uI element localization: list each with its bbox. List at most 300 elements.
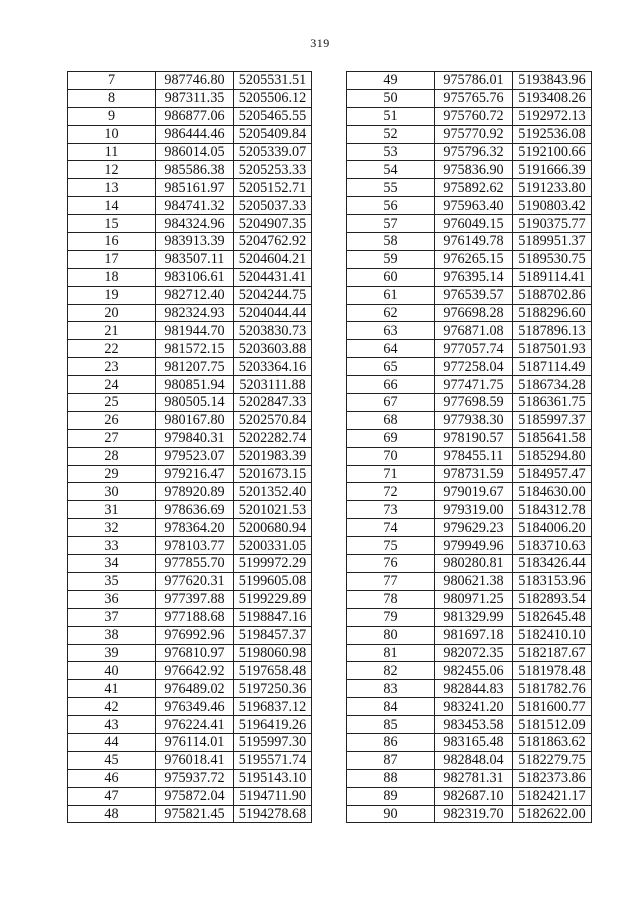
- table-row: [347, 716, 592, 734]
- x-coordinate-cell: 983507.11: [156, 250, 234, 268]
- y-coordinate-cell: 5191233.80: [513, 179, 592, 197]
- y-coordinate-cell: 5193408.26: [513, 89, 592, 107]
- x-coordinate-cell: 987746.80: [156, 72, 234, 90]
- x-coordinate-cell: 980280.81: [435, 555, 513, 573]
- x-coordinate-cell: 975937.72: [156, 769, 234, 787]
- y-coordinate-cell: 5195997.30: [234, 733, 312, 751]
- x-coordinate-cell: 976992.96: [156, 626, 234, 644]
- x-coordinate-cell: 975796.32: [435, 143, 513, 161]
- point-number-cell: 26: [68, 411, 156, 429]
- y-coordinate-cell: 5183153.96: [513, 572, 592, 590]
- point-number-cell: 89: [347, 787, 435, 805]
- x-coordinate-cell: 980505.14: [156, 394, 234, 412]
- y-coordinate-cell: 5198847.16: [234, 608, 312, 626]
- x-coordinate-cell: 979319.00: [435, 501, 513, 519]
- point-number-cell: 42: [68, 698, 156, 716]
- y-coordinate-cell: 5181600.77: [513, 698, 592, 716]
- table-row: [68, 716, 312, 734]
- x-coordinate-cell: 977620.31: [156, 572, 234, 590]
- y-coordinate-cell: 5189530.75: [513, 250, 592, 268]
- x-coordinate-cell: 984741.32: [156, 197, 234, 215]
- point-number-cell: 11: [68, 143, 156, 161]
- x-coordinate-cell: 977855.70: [156, 555, 234, 573]
- x-coordinate-cell: 978636.69: [156, 501, 234, 519]
- point-number-cell: 27: [68, 429, 156, 447]
- table-row: [68, 680, 312, 698]
- point-number-cell: 9: [68, 107, 156, 125]
- x-coordinate-cell: 976810.97: [156, 644, 234, 662]
- table-row: [347, 751, 592, 769]
- y-coordinate-cell: 5181782.76: [513, 680, 592, 698]
- point-number-cell: 24: [68, 376, 156, 394]
- x-coordinate-cell: 977188.68: [156, 608, 234, 626]
- y-coordinate-cell: 5183426.44: [513, 555, 592, 573]
- y-coordinate-cell: 5185641.58: [513, 429, 592, 447]
- x-coordinate-cell: 976349.46: [156, 698, 234, 716]
- x-coordinate-cell: 980621.38: [435, 572, 513, 590]
- point-number-cell: 17: [68, 250, 156, 268]
- point-number-cell: 39: [68, 644, 156, 662]
- y-coordinate-cell: 5202847.33: [234, 394, 312, 412]
- y-coordinate-cell: 5198060.98: [234, 644, 312, 662]
- x-coordinate-cell: 979840.31: [156, 429, 234, 447]
- y-coordinate-cell: 5184630.00: [513, 483, 592, 501]
- x-coordinate-cell: 976642.92: [156, 662, 234, 680]
- x-coordinate-cell: 980851.94: [156, 376, 234, 394]
- y-coordinate-cell: 5202282.74: [234, 429, 312, 447]
- table-row: [347, 537, 592, 555]
- table-row: [68, 322, 312, 340]
- point-number-cell: 30: [68, 483, 156, 501]
- table-row: [68, 501, 312, 519]
- x-coordinate-cell: 981207.75: [156, 358, 234, 376]
- point-number-cell: 67: [347, 394, 435, 412]
- y-coordinate-cell: 5203830.73: [234, 322, 312, 340]
- y-coordinate-cell: 5205253.33: [234, 161, 312, 179]
- table-row: [347, 394, 592, 412]
- table-row: [68, 805, 312, 823]
- y-coordinate-cell: 5196419.26: [234, 716, 312, 734]
- x-coordinate-cell: 977258.04: [435, 358, 513, 376]
- y-coordinate-cell: 5204907.35: [234, 215, 312, 233]
- x-coordinate-cell: 976224.41: [156, 716, 234, 734]
- table-row: [68, 787, 312, 805]
- y-coordinate-cell: 5199972.29: [234, 555, 312, 573]
- y-coordinate-cell: 5200680.94: [234, 519, 312, 537]
- point-number-cell: 15: [68, 215, 156, 233]
- y-coordinate-cell: 5187501.93: [513, 340, 592, 358]
- table-row: [68, 340, 312, 358]
- y-coordinate-cell: 5191666.39: [513, 161, 592, 179]
- table-row: [347, 286, 592, 304]
- point-number-cell: 86: [347, 733, 435, 751]
- table-row: [68, 161, 312, 179]
- x-coordinate-cell: 982844.83: [435, 680, 513, 698]
- y-coordinate-cell: 5182187.67: [513, 644, 592, 662]
- x-coordinate-cell: 982324.93: [156, 304, 234, 322]
- point-number-cell: 79: [347, 608, 435, 626]
- y-coordinate-cell: 5185997.37: [513, 411, 592, 429]
- table-row: [68, 233, 312, 251]
- point-number-cell: 63: [347, 322, 435, 340]
- x-coordinate-cell: 977698.59: [435, 394, 513, 412]
- y-coordinate-cell: 5201983.39: [234, 447, 312, 465]
- x-coordinate-cell: 982072.35: [435, 644, 513, 662]
- x-coordinate-cell: 976489.02: [156, 680, 234, 698]
- y-coordinate-cell: 5189951.37: [513, 233, 592, 251]
- point-number-cell: 65: [347, 358, 435, 376]
- y-coordinate-cell: 5203603.88: [234, 340, 312, 358]
- y-coordinate-cell: 5197658.48: [234, 662, 312, 680]
- point-number-cell: 64: [347, 340, 435, 358]
- point-number-cell: 90: [347, 805, 435, 823]
- table-row: [347, 769, 592, 787]
- table-row: [347, 125, 592, 143]
- point-number-cell: 75: [347, 537, 435, 555]
- y-coordinate-cell: 5205409.84: [234, 125, 312, 143]
- y-coordinate-cell: 5187114.49: [513, 358, 592, 376]
- y-coordinate-cell: 5201673.15: [234, 465, 312, 483]
- point-number-cell: 70: [347, 447, 435, 465]
- point-number-cell: 23: [68, 358, 156, 376]
- point-number-cell: 41: [68, 680, 156, 698]
- table-row: [68, 411, 312, 429]
- x-coordinate-cell: 982455.06: [435, 662, 513, 680]
- table-row: [347, 233, 592, 251]
- point-number-cell: 50: [347, 89, 435, 107]
- y-coordinate-cell: 5205531.51: [234, 72, 312, 90]
- table-row: [68, 358, 312, 376]
- x-coordinate-cell: 983241.20: [435, 698, 513, 716]
- x-coordinate-cell: 979019.67: [435, 483, 513, 501]
- table-row: [68, 590, 312, 608]
- table-row: [347, 107, 592, 125]
- table-row: [68, 429, 312, 447]
- table-row: [347, 483, 592, 501]
- y-coordinate-cell: 5182421.17: [513, 787, 592, 805]
- table-row: [68, 143, 312, 161]
- point-number-cell: 51: [347, 107, 435, 125]
- table-row: [68, 769, 312, 787]
- y-coordinate-cell: 5187896.13: [513, 322, 592, 340]
- x-coordinate-cell: 987311.35: [156, 89, 234, 107]
- y-coordinate-cell: 5188702.86: [513, 286, 592, 304]
- x-coordinate-cell: 976114.01: [156, 733, 234, 751]
- x-coordinate-cell: 979629.23: [435, 519, 513, 537]
- x-coordinate-cell: 975760.72: [435, 107, 513, 125]
- point-number-cell: 21: [68, 322, 156, 340]
- point-number-cell: 73: [347, 501, 435, 519]
- y-coordinate-cell: 5205152.71: [234, 179, 312, 197]
- y-coordinate-cell: 5205465.55: [234, 107, 312, 125]
- point-number-cell: 40: [68, 662, 156, 680]
- y-coordinate-cell: 5181512.09: [513, 716, 592, 734]
- table-row: [347, 72, 592, 90]
- x-coordinate-cell: 975836.90: [435, 161, 513, 179]
- table-row: [347, 268, 592, 286]
- point-number-cell: 45: [68, 751, 156, 769]
- table-row: [68, 125, 312, 143]
- table-row: [347, 698, 592, 716]
- table-row: [347, 590, 592, 608]
- y-coordinate-cell: 5205506.12: [234, 89, 312, 107]
- y-coordinate-cell: 5184312.78: [513, 501, 592, 519]
- point-number-cell: 74: [347, 519, 435, 537]
- point-number-cell: 47: [68, 787, 156, 805]
- x-coordinate-cell: 976871.08: [435, 322, 513, 340]
- point-number-cell: 12: [68, 161, 156, 179]
- x-coordinate-cell: 986877.06: [156, 107, 234, 125]
- y-coordinate-cell: 5205339.07: [234, 143, 312, 161]
- x-coordinate-cell: 979216.47: [156, 465, 234, 483]
- point-number-cell: 78: [347, 590, 435, 608]
- x-coordinate-cell: 975821.45: [156, 805, 234, 823]
- x-coordinate-cell: 984324.96: [156, 215, 234, 233]
- x-coordinate-cell: 983453.58: [435, 716, 513, 734]
- table-row: [347, 429, 592, 447]
- x-coordinate-cell: 978190.57: [435, 429, 513, 447]
- table-row: [347, 411, 592, 429]
- point-number-cell: 56: [347, 197, 435, 215]
- point-number-cell: 32: [68, 519, 156, 537]
- y-coordinate-cell: 5186361.75: [513, 394, 592, 412]
- y-coordinate-cell: 5201021.53: [234, 501, 312, 519]
- point-number-cell: 80: [347, 626, 435, 644]
- y-coordinate-cell: 5203111.88: [234, 376, 312, 394]
- point-number-cell: 57: [347, 215, 435, 233]
- x-coordinate-cell: 976149.78: [435, 233, 513, 251]
- y-coordinate-cell: 5192972.13: [513, 107, 592, 125]
- y-coordinate-cell: 5182645.48: [513, 608, 592, 626]
- point-number-cell: 77: [347, 572, 435, 590]
- point-number-cell: 33: [68, 537, 156, 555]
- table-row: [68, 483, 312, 501]
- table-row: [347, 197, 592, 215]
- x-coordinate-cell: 979523.07: [156, 447, 234, 465]
- point-number-cell: 10: [68, 125, 156, 143]
- y-coordinate-cell: 5198457.37: [234, 626, 312, 644]
- x-coordinate-cell: 977471.75: [435, 376, 513, 394]
- point-number-cell: 16: [68, 233, 156, 251]
- table-row: [347, 608, 592, 626]
- point-number-cell: 88: [347, 769, 435, 787]
- y-coordinate-cell: 5197250.36: [234, 680, 312, 698]
- point-number-cell: 46: [68, 769, 156, 787]
- point-number-cell: 53: [347, 143, 435, 161]
- y-coordinate-cell: 5183710.63: [513, 537, 592, 555]
- y-coordinate-cell: 5184957.47: [513, 465, 592, 483]
- y-coordinate-cell: 5182622.00: [513, 805, 592, 823]
- y-coordinate-cell: 5199229.89: [234, 590, 312, 608]
- table-row: [347, 89, 592, 107]
- point-number-cell: 85: [347, 716, 435, 734]
- point-number-cell: 18: [68, 268, 156, 286]
- y-coordinate-cell: 5194278.68: [234, 805, 312, 823]
- table-row: [347, 501, 592, 519]
- y-coordinate-cell: 5204244.75: [234, 286, 312, 304]
- y-coordinate-cell: 5195143.10: [234, 769, 312, 787]
- table-row: [347, 447, 592, 465]
- table-row: [347, 161, 592, 179]
- x-coordinate-cell: 975892.62: [435, 179, 513, 197]
- y-coordinate-cell: 5192100.66: [513, 143, 592, 161]
- y-coordinate-cell: 5199605.08: [234, 572, 312, 590]
- table-row: [68, 447, 312, 465]
- table-row: [347, 680, 592, 698]
- point-number-cell: 82: [347, 662, 435, 680]
- y-coordinate-cell: 5200331.05: [234, 537, 312, 555]
- point-number-cell: 34: [68, 555, 156, 573]
- x-coordinate-cell: 978103.77: [156, 537, 234, 555]
- y-coordinate-cell: 5185294.80: [513, 447, 592, 465]
- table-row: [347, 322, 592, 340]
- table-row: [347, 304, 592, 322]
- point-number-cell: 49: [347, 72, 435, 90]
- table-row: [68, 304, 312, 322]
- point-number-cell: 29: [68, 465, 156, 483]
- point-number-cell: 68: [347, 411, 435, 429]
- y-coordinate-cell: 5189114.41: [513, 268, 592, 286]
- x-coordinate-cell: 986444.46: [156, 125, 234, 143]
- point-number-cell: 14: [68, 197, 156, 215]
- table-row: [68, 626, 312, 644]
- table-row: [347, 215, 592, 233]
- point-number-cell: 31: [68, 501, 156, 519]
- table-row: [347, 376, 592, 394]
- y-coordinate-cell: 5186734.28: [513, 376, 592, 394]
- y-coordinate-cell: 5181863.62: [513, 733, 592, 751]
- y-coordinate-cell: 5196837.12: [234, 698, 312, 716]
- point-number-cell: 8: [68, 89, 156, 107]
- table-row: [68, 733, 312, 751]
- point-number-cell: 52: [347, 125, 435, 143]
- y-coordinate-cell: 5204762.92: [234, 233, 312, 251]
- table-row: [68, 215, 312, 233]
- x-coordinate-cell: 977397.88: [156, 590, 234, 608]
- point-number-cell: 60: [347, 268, 435, 286]
- x-coordinate-cell: 981697.18: [435, 626, 513, 644]
- point-number-cell: 62: [347, 304, 435, 322]
- y-coordinate-cell: 5188296.60: [513, 304, 592, 322]
- y-coordinate-cell: 5194711.90: [234, 787, 312, 805]
- x-coordinate-cell: 982319.70: [435, 805, 513, 823]
- y-coordinate-cell: 5190375.77: [513, 215, 592, 233]
- table-row: [347, 358, 592, 376]
- x-coordinate-cell: 986014.05: [156, 143, 234, 161]
- table-row: [68, 519, 312, 537]
- coordinates-table-left: [67, 71, 312, 823]
- y-coordinate-cell: 5205037.33: [234, 197, 312, 215]
- table-row: [347, 626, 592, 644]
- point-number-cell: 37: [68, 608, 156, 626]
- table-row: [68, 89, 312, 107]
- x-coordinate-cell: 975872.04: [156, 787, 234, 805]
- point-number-cell: 43: [68, 716, 156, 734]
- table-row: [68, 72, 312, 90]
- point-number-cell: 22: [68, 340, 156, 358]
- point-number-cell: 20: [68, 304, 156, 322]
- y-coordinate-cell: 5204431.41: [234, 268, 312, 286]
- y-coordinate-cell: 5202570.84: [234, 411, 312, 429]
- table-row: [347, 644, 592, 662]
- y-coordinate-cell: 5181978.48: [513, 662, 592, 680]
- y-coordinate-cell: 5203364.16: [234, 358, 312, 376]
- x-coordinate-cell: 981944.70: [156, 322, 234, 340]
- x-coordinate-cell: 978731.59: [435, 465, 513, 483]
- point-number-cell: 58: [347, 233, 435, 251]
- point-number-cell: 55: [347, 179, 435, 197]
- point-number-cell: 66: [347, 376, 435, 394]
- x-coordinate-cell: 982712.40: [156, 286, 234, 304]
- x-coordinate-cell: 975786.01: [435, 72, 513, 90]
- point-number-cell: 69: [347, 429, 435, 447]
- x-coordinate-cell: 982781.31: [435, 769, 513, 787]
- table-row: [68, 537, 312, 555]
- point-number-cell: 28: [68, 447, 156, 465]
- table-row: [68, 465, 312, 483]
- x-coordinate-cell: 982687.10: [435, 787, 513, 805]
- point-number-cell: 83: [347, 680, 435, 698]
- y-coordinate-cell: 5193843.96: [513, 72, 592, 90]
- x-coordinate-cell: 976018.41: [156, 751, 234, 769]
- y-coordinate-cell: 5192536.08: [513, 125, 592, 143]
- x-coordinate-cell: 978455.11: [435, 447, 513, 465]
- table-row: [68, 572, 312, 590]
- x-coordinate-cell: 975770.92: [435, 125, 513, 143]
- x-coordinate-cell: 981572.15: [156, 340, 234, 358]
- point-number-cell: 38: [68, 626, 156, 644]
- table-row: [68, 250, 312, 268]
- x-coordinate-cell: 980971.25: [435, 590, 513, 608]
- point-number-cell: 59: [347, 250, 435, 268]
- x-coordinate-cell: 985161.97: [156, 179, 234, 197]
- point-number-cell: 19: [68, 286, 156, 304]
- table-row: [347, 340, 592, 358]
- point-number-cell: 72: [347, 483, 435, 501]
- coordinates-table-right: [346, 71, 592, 823]
- table-row: [68, 662, 312, 680]
- point-number-cell: 25: [68, 394, 156, 412]
- x-coordinate-cell: 982848.04: [435, 751, 513, 769]
- y-coordinate-cell: 5182893.54: [513, 590, 592, 608]
- table-row: [68, 286, 312, 304]
- table-row: [68, 268, 312, 286]
- x-coordinate-cell: 978920.89: [156, 483, 234, 501]
- table-row: [68, 179, 312, 197]
- point-number-cell: 35: [68, 572, 156, 590]
- y-coordinate-cell: 5182373.86: [513, 769, 592, 787]
- point-number-cell: 44: [68, 733, 156, 751]
- point-number-cell: 61: [347, 286, 435, 304]
- y-coordinate-cell: 5201352.40: [234, 483, 312, 501]
- table-row: [347, 143, 592, 161]
- y-coordinate-cell: 5182410.10: [513, 626, 592, 644]
- table-row: [347, 805, 592, 823]
- x-coordinate-cell: 985586.38: [156, 161, 234, 179]
- y-coordinate-cell: 5182279.75: [513, 751, 592, 769]
- x-coordinate-cell: 975963.40: [435, 197, 513, 215]
- table-row: [68, 107, 312, 125]
- y-coordinate-cell: 5204044.44: [234, 304, 312, 322]
- x-coordinate-cell: 975765.76: [435, 89, 513, 107]
- point-number-cell: 71: [347, 465, 435, 483]
- x-coordinate-cell: 983106.61: [156, 268, 234, 286]
- table-row: [68, 751, 312, 769]
- table-row: [68, 376, 312, 394]
- table-row: [347, 519, 592, 537]
- x-coordinate-cell: 977938.30: [435, 411, 513, 429]
- page-number: 319: [310, 36, 330, 50]
